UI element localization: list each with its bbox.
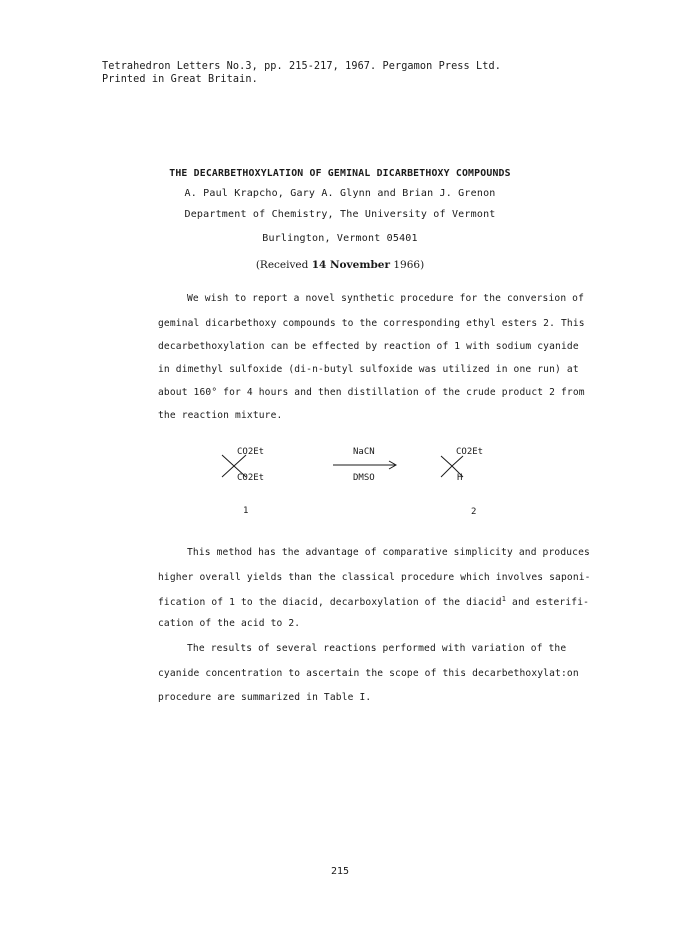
paragraph-2-line-3: fication of 1 to the diacid, decarboxylation of the diacid$^1$ and esterifi- <box>158 595 590 609</box>
paragraph-2-line-4: cation of the acid to 2. <box>158 618 301 629</box>
compound-1-top-group: CO2Et <box>237 447 265 457</box>
compound-1-bottom-group: CO2Et <box>237 473 265 483</box>
journal-citation: Tetrahedron Letters No.3, pp. 215-217, 1967. Pergamon Press Ltd. <box>102 61 501 72</box>
compound-2-label: 2 <box>471 507 477 517</box>
paragraph-3-line-1: The results of several reactions performed with variation of the <box>187 643 567 654</box>
authors: A. Paul Krapcho, Gary A. Glynn and Brian J. Grenon <box>184 188 496 199</box>
paragraph-1-line-5: about 160° for 4 hours and then distillation of the crude product 2 from <box>158 387 585 398</box>
paragraph-2-line-1: This method has the advantage of comparative simplicity and produces <box>187 547 590 558</box>
location: Burlington, Vermont 05401 <box>262 233 418 244</box>
affiliation: Department of Chemistry, The University of Vermont <box>184 209 496 220</box>
paragraph-2-line-2: higher overall yields than the classical procedure which involves saponi- <box>158 572 591 583</box>
compound-1-label: 1 <box>243 506 249 516</box>
paragraph-1-line-1: We wish to report a novel synthetic procedure for the conversion of <box>187 293 585 304</box>
footnote-ref: 1 <box>501 595 507 603</box>
page-number: 215 <box>330 866 350 877</box>
paragraph-1-line-4: in dimethyl sulfoxide (di-n-butyl sulfoxide was utilized in one run) at <box>158 364 579 375</box>
paragraph-1-line-3: decarbethoxylation can be effected by reaction of 1 with sodium cyanide <box>158 341 579 352</box>
reagent-below-arrow: DMSO <box>353 473 375 483</box>
compound-2-top-group: CO2Et <box>456 447 484 457</box>
compound-2-bottom-group: H <box>457 473 463 483</box>
paragraph-1-line-2: geminal dicarbethoxy compounds to the corresponding ethyl esters 2. This <box>158 318 585 329</box>
paragraph-1-line-6: the reaction mixture. <box>158 410 283 421</box>
received-date: (Received 14 November 1966) <box>255 259 425 271</box>
article-title: THE DECARBETHOXYLATION OF GEMINAL DICARBETHOXY COMPOUNDS <box>169 168 511 179</box>
paragraph-3-line-2: cyanide concentration to ascertain the scope of this decarbethoxylat:on <box>158 668 579 679</box>
reagent-above-arrow: NaCN <box>353 447 375 457</box>
paragraph-3-line-3: procedure are summarized in Table I. <box>158 692 372 703</box>
printing-note: Printed in Great Britain. <box>102 74 258 85</box>
